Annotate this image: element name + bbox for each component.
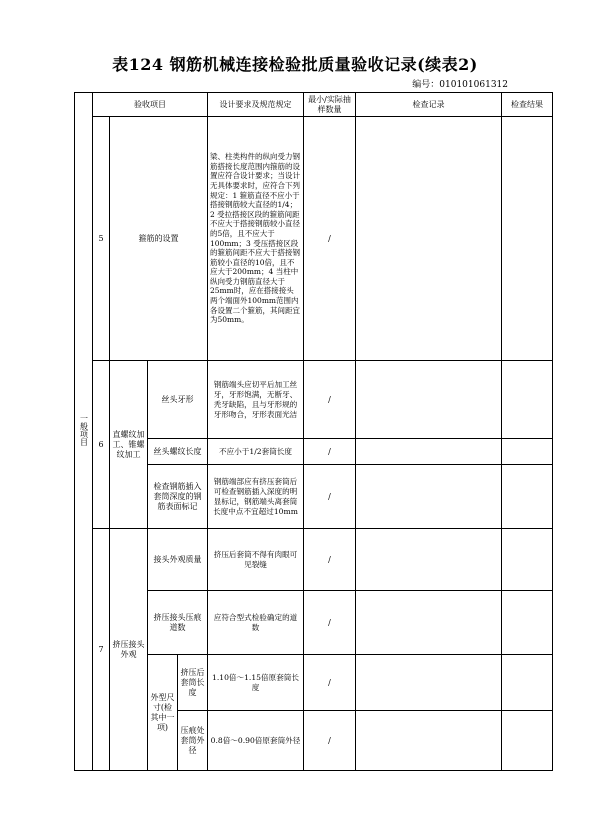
item-name: 压痕处套筒外径 bbox=[178, 711, 208, 771]
inspection-table bbox=[74, 92, 553, 771]
requirement-text: 应符合型式检验确定的道数 bbox=[208, 591, 304, 655]
requirement-text: 0.8倍～0.90倍原套筒外径 bbox=[208, 711, 304, 771]
requirement-text: 不应小于1/2套筒长度 bbox=[208, 439, 304, 465]
result-cell[interactable] bbox=[502, 529, 553, 591]
table-row-6a bbox=[75, 361, 553, 439]
group-name: 直螺纹加工、锥螺纹加工 bbox=[110, 361, 148, 529]
page-title: 表124 钢筋机械连接检验批质量验收记录(续表2) bbox=[112, 55, 478, 74]
result-cell[interactable] bbox=[502, 655, 553, 711]
requirement-text: 梁、柱类构件的纵向受力钢筋搭接长度范围内箍筋的设置应符合设计要求；当设计无具体要求时，应符合下列规定：1 箍筋直径不应小于搭接钢筋较大直径的1/4；2 受拉搭接区段的箍筋间距不应大于搭接钢筋较小直径的5倍，且不应大于100mm；3 受压搭接区段的箍筋间距不应大于搭接钢筋较小直径的10倍，且不应大于200mm；4 当柱中纵向受力钢筋直径大于25mm时，应在搭接接头两个端面外100mm范围内各设置二个箍筋，其间距宜为50mm。 bbox=[208, 117, 304, 361]
group-name: 挤压接头外观 bbox=[110, 529, 148, 771]
item-name: 丝头螺纹长度 bbox=[148, 439, 208, 465]
item-name: 挤压后套筒长度 bbox=[178, 655, 208, 711]
item-name: 丝头牙形 bbox=[148, 361, 208, 439]
header-record: 检查记录 bbox=[356, 93, 502, 117]
result-cell[interactable] bbox=[502, 465, 553, 529]
requirement-text: 钢筋端部应有挤压套筒后可检查钢筋插入深度的明显标记，钢筋端头离套筒长度中点不宜超过10mm bbox=[208, 465, 304, 529]
result-cell[interactable] bbox=[502, 117, 553, 361]
result-cell[interactable] bbox=[502, 439, 553, 465]
sample-count: / bbox=[304, 117, 356, 361]
sample-count: / bbox=[304, 529, 356, 591]
result-cell[interactable] bbox=[502, 591, 553, 655]
sample-count: / bbox=[304, 591, 356, 655]
sample-count: / bbox=[304, 711, 356, 771]
requirement-text: 挤压后套筒不得有肉眼可见裂缝 bbox=[208, 529, 304, 591]
sample-count: / bbox=[304, 655, 356, 711]
record-cell[interactable] bbox=[356, 465, 502, 529]
record-cell[interactable] bbox=[356, 711, 502, 771]
item-name: 检查钢筋插入套筒深度的钢筋表面标记 bbox=[148, 465, 208, 529]
document-number: 编号：010101061312 bbox=[412, 80, 508, 90]
table-row-5 bbox=[75, 117, 553, 361]
item-name: 接头外观质量 bbox=[148, 529, 208, 591]
row-number: 6 bbox=[93, 361, 110, 529]
sample-count: / bbox=[304, 361, 356, 439]
requirement-text: 钢筋端头应切平后加工丝牙，牙形饱满，无断牙、秃牙缺陷，且与牙形规的牙形吻合，牙形表面光洁 bbox=[208, 361, 304, 439]
sample-count: / bbox=[304, 465, 356, 529]
result-cell[interactable] bbox=[502, 361, 553, 439]
item-name: 箍筋的设置 bbox=[110, 117, 208, 361]
item-name: 挤压接头压痕道数 bbox=[148, 591, 208, 655]
result-cell[interactable] bbox=[502, 711, 553, 771]
sample-count: / bbox=[304, 439, 356, 465]
record-cell[interactable] bbox=[356, 361, 502, 439]
section-label-cell bbox=[75, 93, 93, 771]
record-cell[interactable] bbox=[356, 655, 502, 711]
record-cell[interactable] bbox=[356, 117, 502, 361]
record-cell[interactable] bbox=[356, 529, 502, 591]
row-number: 5 bbox=[93, 117, 110, 361]
record-cell[interactable] bbox=[356, 591, 502, 655]
header-requirement: 设计要求及规范规定 bbox=[208, 93, 304, 117]
requirement-text: 1.10倍～1.15倍原套筒长度 bbox=[208, 655, 304, 711]
header-item: 验收项目 bbox=[93, 93, 208, 117]
record-cell[interactable] bbox=[356, 439, 502, 465]
section-label: 一般项目 bbox=[79, 414, 89, 446]
subgroup-name: 外型尺寸(检其中一项) bbox=[148, 655, 178, 771]
header-result: 检查结果 bbox=[502, 93, 553, 117]
header-sample: 最小/实际抽样数量 bbox=[304, 93, 356, 117]
header-row bbox=[75, 93, 553, 117]
table-row-7a bbox=[75, 529, 553, 591]
row-number: 7 bbox=[93, 529, 110, 771]
